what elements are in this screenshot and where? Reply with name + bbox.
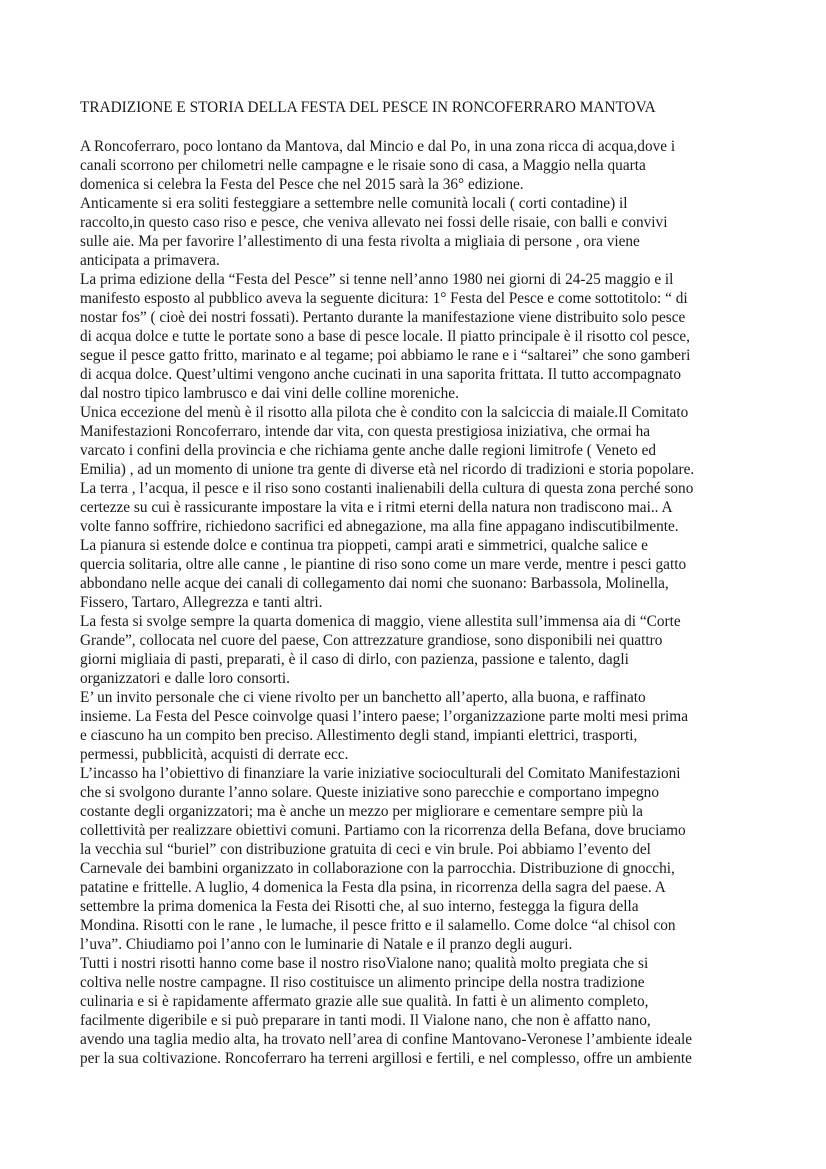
text-line: facilmente digeribile e si può preparare in tanti modi. Il Vialone nano, che non è affatto nano, [80,1012,651,1029]
text-line: l’uva”. Chiudiamo poi l’anno con le luminarie di Natale e il pranzo degli auguri. [80,936,573,953]
text-line: Anticamente si era soliti festeggiare a settembre nelle comunità locali ( corti contadine) il [80,195,628,212]
text-line: manifesto esposto al pubblico aveva la seguente dicitura: 1° Festa del Pesce e come sottotitolo: “ di [80,290,688,307]
text-line: La pianura si estende dolce e continua tra pioppeti, campi arati e simmetrici, qualche salice e [80,537,648,554]
text-line: insieme. La Festa del Pesce coinvolge quasi l’intero paese; l’organizzazione parte molti mesi prima [80,708,688,725]
text-line: Tutti i nostri risotti hanno come base il nostro risoVialone nano; qualità molto pregiata che si [80,955,649,972]
text-line: La festa si svolge sempre la quarta domenica di maggio, viene allestita sull’immensa aia di “Corte [80,613,681,630]
text-line: domenica si celebra la Festa del Pesce che nel 2015 sarà la 36° edizione. [80,176,524,193]
text-line: varcato i confini della provincia e che richiama gente anche dalle regioni limitrofe ( Veneto ed [80,442,657,459]
text-line: E’ un invito personale che ci viene rivolto per un banchetto all’aperto, alla buona, e raffinato [80,689,646,706]
text-line: la vecchia sul “buriel” con distribuzione gratuita di ceci e vin brule. Poi abbiamo l’evento del [80,841,651,858]
title-spacer [80,117,760,137]
text-line: Mondina. Risotti con le rane , le lumache, il pesce fritto e il salamello. Come dolce “al chisol con [80,917,676,934]
text-line: abbondano nelle acque dei canali di collegamento dai nomi che suonano: Barbassola, Molinella, [80,575,669,592]
text-line: culinaria e si è rapidamente affermato grazie alle sue qualità. In fatti è un alimento completo, [80,993,649,1010]
text-line: di acqua dolce e tutte le portate sono a base di pesce locale. Il piatto principale è il risotto col pesce, [80,328,690,345]
text-line: Unica eccezione del menù è il risotto alla pilota che è condito con la salciccia di maiale.Il Comitato [80,404,689,421]
text-line: Manifestazioni Roncoferraro, intende dar vita, con questa prestigiosa iniziativa, che ormai ha [80,423,651,440]
text-line: L’incasso ha l’obiettivo di finanziare la varie iniziative socioculturali del Comitato Manifestazioni [80,765,681,782]
document-title: TRADIZIONE E STORIA DELLA FESTA DEL PESCE IN RONCOFERRARO MANTOVA [80,99,656,116]
text-line: e ciascuno ha un compito ben preciso. Allestimento degli stand, impianti elettrici, trasporti, [80,727,638,744]
text-line: Carnevale dei bambini organizzato in collaborazione con la parrocchia. Distribuzione di gnocchi, [80,860,675,877]
text-line: A Roncoferraro, poco lontano da Mantova, dal Mincio e dal Po, in una zona ricca di acqua,dove i [80,138,676,155]
text-line: che si svolgono durante l’anno solare. Queste iniziative sono parecchie e comportano impegno [80,784,659,801]
text-line: segue il pesce gatto fritto, marinato e al tegame; poi abbiamo le rane e i “saltarei” che sono gamberi [80,347,691,364]
text-line: Emilia) , ad un momento di unione tra gente di diverse età nel ricordo di tradizioni e storia popolare. [80,461,695,478]
text-line: settembre la prima domenica la Festa dei Risotti che, al suo interno, festegga la figura della [80,898,639,915]
text-line: patatine e frittelle. A luglio, 4 domenica la Festa dla psina, in ricorrenza della sagra del paese. A [80,879,666,896]
text-line: canali scorrono per chilometri nelle campagne e le risaie sono di casa, a Maggio nella quarta [80,157,646,174]
document-body [80,98,760,1068]
text-line: di acqua dolce. Quest’ultimi vengono anche cucinati in una saporita frittata. Il tutto accompagnato [80,366,682,383]
text-line: quercia solitaria, oltre alle canne , le piantine di riso sono come un mare verde, mentre i pesci gatto [80,556,687,573]
text-line: per la sua coltivazione. Roncoferraro ha terreni argillosi e fertili, e nel complesso, offre un ambiente [80,1050,692,1067]
text-line: La prima edizione della “Festa del Pesce” si tenne nell’anno 1980 nei giorni di 24-25 maggio e il [80,271,674,288]
text-line: permessi, pubblicità, acquisti di derrate ecc. [80,746,349,763]
text-line: avendo una taglia medio alta, ha trovato nell’area di confine Mantovano-Veronese l’ambiente ideale [80,1031,693,1048]
text-line: giorni migliaia di pasti, preparati, è il caso di dirlo, con pazienza, passione e talento, dagli [80,651,629,668]
text-line: coltiva nelle nostre campagne. Il riso costituisce un alimento principe della nostra tradizione [80,974,645,991]
text-line: nostar fos” ( cioè dei nostri fossati). Pertanto durante la manifestazione viene distribuito solo pesce [80,309,686,326]
document-text [80,137,760,1068]
text-line: raccolto,in questo caso riso e pesce, che veniva allevato nei fossi delle risaie, con balli e convivi [80,214,668,231]
text-line: organizzatori e dalle loro consorti. [80,670,290,687]
text-line: anticipata a primavera. [80,252,220,269]
text-line: volte fanno soffrire, richiedono sacrifici ed abnegazione, ma alla fine appagano indiscutibilmente. [80,518,679,535]
text-line: certezze su cui è rassicurante impostare la vita e i ritmi eterni della natura non tradiscono mai.. A [80,499,673,516]
text-line: Grande”, collocata nel cuore del paese, Con attrezzature grandiose, sono disponibili nei quattro [80,632,663,649]
text-line: collettività per realizzare obiettivi comuni. Partiamo con la ricorrenza della Befana, dove bruciamo [80,822,686,839]
text-line: La terra , l’acqua, il pesce e il riso sono costanti inalienabili della cultura di questa zona perché sono [80,480,694,497]
text-line: Fissero, Tartaro, Allegrezza e tanti altri. [80,594,323,611]
text-line: sulle aie. Ma per favorire l’allestimento di una festa rivolta a migliaia di persone , ora viene [80,233,640,250]
text-line: costante degli organizzatori; ma è anche un mezzo per migliorare e cementare sempre più la [80,803,643,820]
text-line: dal nostro tipico lambrusco e dai vini delle colline moreniche. [80,385,459,402]
